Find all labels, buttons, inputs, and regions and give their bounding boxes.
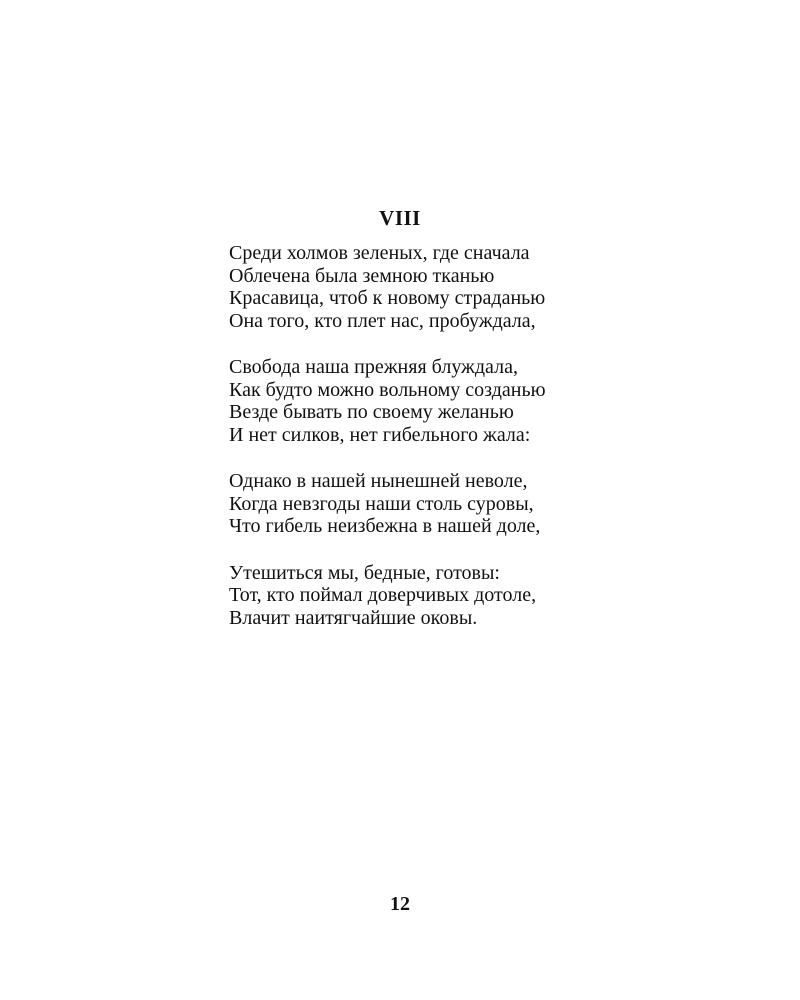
- poem-line: Среди холмов зеленых, где сначала: [229, 242, 530, 264]
- poem-line: Везде бывать по своему желанью: [229, 401, 514, 423]
- poem-body: [229, 242, 689, 653]
- poem-line: Как будто можно вольному созданью: [229, 378, 546, 401]
- poem-line: Однако в нашей нынешней неволе,: [229, 470, 528, 492]
- poem-line: Она того, кто плет нас, пробуждала,: [229, 309, 536, 332]
- stanza-3: [229, 470, 689, 538]
- stanza-4: [229, 562, 689, 630]
- poem-line: Облечена была земною тканью: [229, 264, 495, 287]
- poem-line: Красавица, чтоб к новому страданью: [229, 287, 546, 309]
- poem-line: Свобода наша прежняя блуждала,: [229, 356, 518, 378]
- poem-line: Когда невзгоды наши столь суровы,: [229, 492, 534, 515]
- stanza-2: [229, 356, 689, 446]
- poem-title: VIII: [379, 206, 421, 230]
- poem-line: Что гибель неизбежна в нашей доле,: [229, 515, 541, 537]
- page-number: 12: [390, 893, 410, 915]
- stanza-1: [229, 242, 689, 332]
- poem-line: Утешиться мы, бедные, готовы:: [229, 561, 500, 584]
- poem-line: И нет силков, нет гибельного жала:: [229, 423, 531, 446]
- poem-line: Тот, кто поймал доверчивых дотоле,: [229, 584, 537, 606]
- poem-line: Влачит наитягчайшие оковы.: [229, 606, 478, 629]
